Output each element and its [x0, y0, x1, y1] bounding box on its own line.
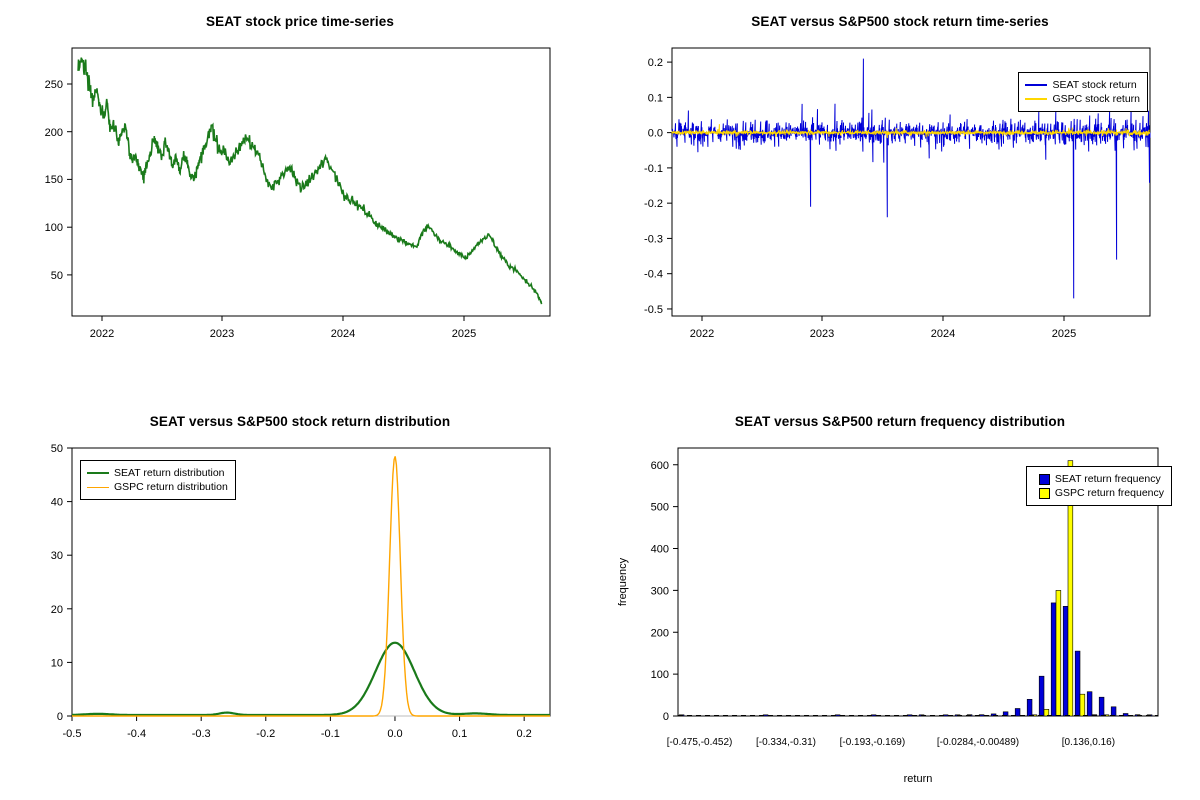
return-series-legend	[1018, 72, 1148, 112]
ytick-label: 600	[650, 459, 669, 472]
ytick-label: 100	[650, 669, 669, 682]
panel-title-price-series: SEAT stock price time-series	[206, 14, 394, 29]
legend-entry	[1025, 78, 1140, 92]
ytick-label: 300	[650, 585, 669, 598]
legend-entry	[1033, 486, 1164, 500]
histogram-bar-gspc	[1080, 694, 1085, 716]
xtick-label: 2024	[330, 328, 356, 340]
return-histogram-plot	[600, 400, 1200, 800]
legend-label: SEAT return distribution	[114, 467, 225, 479]
histogram-bar-seat	[1039, 676, 1044, 716]
ytick-label: 10	[50, 657, 63, 670]
ytick-label: -0.4	[644, 268, 663, 281]
ytick-label: 20	[50, 603, 63, 616]
xtick-label: -0.4	[127, 728, 147, 740]
xtick-label: [-0.193,-0.169)	[839, 737, 906, 748]
ytick-label: 50	[50, 443, 63, 455]
histogram-bar-seat	[1075, 651, 1080, 716]
panel-title-return-histogram: SEAT versus S&P500 return frequency distribution	[734, 414, 1066, 429]
price-line	[78, 58, 541, 305]
legend-label: GSPC return distribution	[114, 481, 228, 493]
xtick-label: -0.2	[256, 728, 276, 740]
legend-line-icon	[87, 487, 109, 488]
x-axis-title: return	[903, 773, 933, 785]
panel-return-series	[600, 0, 1200, 400]
legend-entry	[1025, 92, 1140, 106]
xtick-label: 2024	[930, 328, 956, 340]
ytick-label: 150	[44, 174, 63, 186]
xtick-label: [-0.334,-0.31)	[755, 737, 817, 748]
xtick-label: 0.1	[451, 728, 468, 740]
ytick-label: 0.1	[647, 92, 663, 105]
xtick-label: 2023	[209, 328, 235, 340]
xtick-label: [-0.475,-0.452)	[666, 737, 733, 748]
return-series-plot	[600, 0, 1200, 400]
xtick-label: -0.5	[62, 728, 82, 740]
xtick-label: 2022	[89, 328, 115, 340]
ytick-label: 200	[650, 627, 669, 640]
return-histogram-legend	[1026, 466, 1172, 506]
ytick-label: -0.5	[644, 303, 663, 316]
ytick-label: 400	[650, 543, 669, 556]
legend-label: SEAT return frequency	[1054, 473, 1161, 485]
xtick-label: -0.3	[191, 728, 211, 740]
panel-price-series	[0, 0, 600, 400]
return-density-legend	[80, 460, 236, 500]
xtick-label: 2025	[451, 328, 477, 340]
histogram-bar-seat	[1051, 603, 1056, 716]
panel-title-return-density: SEAT versus S&P500 stock return distribution	[149, 414, 451, 429]
ytick-label: 30	[50, 550, 63, 563]
ytick-label: 0	[56, 711, 63, 723]
histogram-bar-seat	[1027, 699, 1032, 716]
legend-entry	[87, 480, 228, 494]
xtick-label: 2025	[1051, 328, 1077, 340]
panel-return-histogram	[600, 400, 1200, 800]
price-series-plot	[0, 0, 600, 400]
legend-label: GSPC stock return	[1052, 93, 1140, 105]
ytick-label: 200	[44, 127, 63, 139]
histogram-bar-gspc	[1056, 590, 1061, 716]
panel-return-density	[0, 400, 600, 800]
xtick-label: [-0.0284,-0.00489)	[936, 737, 1020, 748]
xtick-label: 0.2	[516, 728, 532, 740]
legend-entry	[1033, 472, 1164, 486]
legend-box-icon	[1039, 474, 1050, 485]
histogram-bar-seat	[1099, 697, 1104, 716]
histogram-bar-seat	[1087, 692, 1092, 716]
legend-line-icon	[1025, 98, 1047, 100]
ytick-label: 250	[44, 79, 63, 91]
legend-box-icon	[1039, 488, 1050, 499]
ytick-label: 100	[44, 222, 63, 234]
seat-density-line	[72, 643, 550, 715]
ytick-label: -0.1	[644, 162, 663, 175]
legend-entry	[87, 466, 228, 480]
legend-label: GSPC return frequency	[1054, 487, 1164, 499]
histogram-bar-seat	[1063, 606, 1068, 716]
legend-label: SEAT stock return	[1052, 79, 1137, 91]
xtick-label: 2022	[689, 328, 715, 340]
ytick-label: 0	[662, 711, 669, 723]
ytick-label: 40	[50, 496, 63, 509]
histogram-bar-seat	[1111, 707, 1116, 716]
ytick-label: -0.3	[644, 233, 663, 246]
legend-line-icon	[87, 472, 109, 474]
histogram-bar-seat	[1015, 709, 1020, 717]
ytick-label: -0.2	[644, 198, 663, 211]
ytick-label: 500	[650, 501, 669, 514]
xtick-label: -0.1	[320, 728, 340, 740]
ytick-label: 0.0	[647, 127, 663, 140]
legend-line-icon	[1025, 84, 1047, 86]
ytick-label: 50	[50, 270, 63, 282]
xtick-label: 2023	[809, 328, 835, 340]
xtick-label: [0.136,0.16)	[1061, 737, 1116, 748]
panel-title-return-series: SEAT versus S&P500 stock return time-series	[751, 14, 1049, 29]
y-axis-title: frequency	[617, 557, 629, 607]
ytick-label: 0.2	[647, 57, 663, 70]
xtick-label: 0.0	[387, 728, 403, 740]
histogram-bar-gspc	[1044, 709, 1049, 716]
